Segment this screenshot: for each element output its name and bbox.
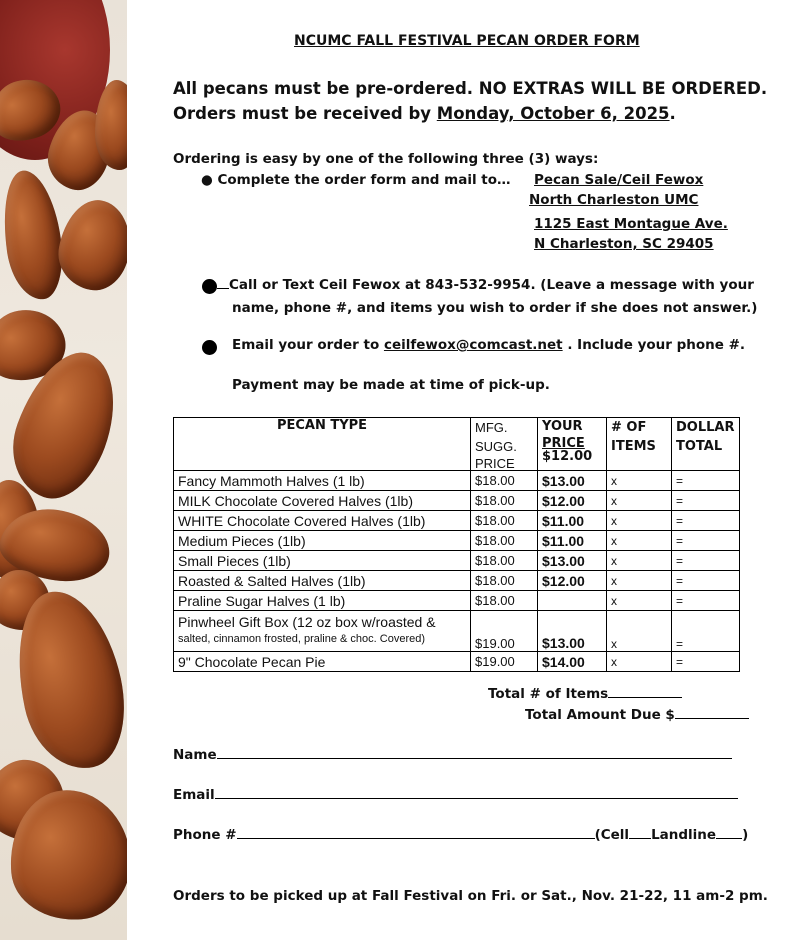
mfg-price: $18.00: [471, 551, 538, 571]
product-name: Roasted & Salted Halves (1lb): [174, 571, 471, 591]
qty-cell[interactable]: x: [607, 571, 672, 591]
pie-total[interactable]: =: [672, 652, 740, 672]
email-suffix: . Include your phone #.: [562, 337, 746, 353]
header-items: [607, 418, 672, 471]
table-row: [174, 571, 740, 591]
product-name: WHITE Chocolate Covered Halves (1lb): [174, 511, 471, 531]
total-amount: [525, 707, 749, 723]
name-row: [173, 747, 732, 763]
gift-total[interactable]: =: [672, 611, 740, 652]
total-cell[interactable]: =: [672, 571, 740, 591]
address-line-2: North Charleston UMC: [529, 192, 699, 208]
mfg-price: $18.00: [471, 571, 538, 591]
total-amount-label: Total Amount Due $: [525, 707, 675, 723]
mail-option: ● Complete the order form and mail to…: [201, 172, 511, 188]
table-row: [174, 591, 740, 611]
address-line-1: Pecan Sale/Ceil Fewox: [534, 172, 704, 188]
total-items-field[interactable]: [608, 697, 682, 698]
mfg-price: $18.00: [471, 491, 538, 511]
table-row: [174, 551, 740, 571]
phone-row: [173, 827, 748, 843]
landline-checkbox[interactable]: [716, 838, 742, 839]
header-items-2: ITEMS: [611, 439, 656, 454]
cell-checkbox[interactable]: [629, 838, 651, 839]
intro-line-1: All pecans must be pre-ordered. NO EXTRAS WILL BE ORDERED.: [173, 79, 768, 98]
qty-cell[interactable]: x: [607, 531, 672, 551]
mfg-price: $18.00: [471, 591, 538, 611]
table-row-pie: [174, 652, 740, 672]
qty-cell[interactable]: x: [607, 491, 672, 511]
intro-prefix: Orders must be received by: [173, 104, 437, 123]
address-line-3: 1125 East Montague Ave.: [534, 216, 728, 232]
total-cell[interactable]: =: [672, 491, 740, 511]
payment-note: Payment may be made at time of pick-up.: [232, 377, 550, 393]
gift-name: [174, 611, 471, 652]
your-price: $12.00: [538, 491, 607, 511]
gift-price: $13.00: [538, 611, 607, 652]
your-price: $13.00: [538, 471, 607, 491]
header-dollar-2: TOTAL: [676, 439, 723, 454]
header-mfg-3: PRICE: [475, 456, 515, 469]
pie-mfg: $19.00: [471, 652, 538, 672]
qty-cell[interactable]: x: [607, 471, 672, 491]
product-name: MILK Chocolate Covered Halves (1lb): [174, 491, 471, 511]
table-row: [174, 491, 740, 511]
qty-cell[interactable]: x: [607, 591, 672, 611]
gift-mfg: $19.00: [471, 611, 538, 652]
email-field[interactable]: [215, 798, 738, 799]
email-row: [173, 787, 738, 803]
header-your-1: YOUR: [542, 419, 583, 434]
header-pecan-type: PECAN TYPE: [174, 418, 471, 471]
your-price: $11.00: [538, 531, 607, 551]
phone-field[interactable]: [237, 838, 595, 839]
qty-cell[interactable]: x: [607, 551, 672, 571]
table-header-row: [174, 418, 740, 471]
your-price: [538, 591, 607, 611]
product-name: Praline Sugar Halves (1 lb): [174, 591, 471, 611]
total-cell[interactable]: =: [672, 531, 740, 551]
total-cell[interactable]: =: [672, 471, 740, 491]
pie-qty[interactable]: x: [607, 652, 672, 672]
header-items-1: # OF: [611, 420, 647, 435]
name-label: Name: [173, 747, 217, 763]
total-cell[interactable]: =: [672, 511, 740, 531]
pickup-footer: Orders to be picked up at Fall Festival on Fri. or Sat., Nov. 21-22, 11 am-2 pm.: [173, 888, 768, 904]
intro-suffix: .: [669, 104, 676, 123]
intro-line-2: [173, 104, 676, 123]
gift-qty[interactable]: x: [607, 611, 672, 652]
product-name: Medium Pieces (1lb): [174, 531, 471, 551]
ordering-heading: Ordering is easy by one of the following three (3) ways:: [173, 151, 599, 167]
bullet-icon: [202, 279, 217, 298]
header-your-2: PRICE: [542, 436, 585, 451]
header-your-3: $12.00: [542, 449, 593, 464]
total-amount-field[interactable]: [675, 718, 749, 719]
name-field[interactable]: [217, 758, 732, 759]
call-line-2: name, phone #, and items you wish to order if she does not answer.): [232, 300, 758, 316]
qty-cell[interactable]: x: [607, 511, 672, 531]
phone-close: ): [742, 827, 749, 843]
pie-name: 9" Chocolate Pecan Pie: [174, 652, 471, 672]
pie-price: $14.00: [538, 652, 607, 672]
email-label: Email: [173, 787, 215, 803]
your-price: $13.00: [538, 551, 607, 571]
product-name: Fancy Mammoth Halves (1 lb): [174, 471, 471, 491]
gift-line-2: salted, cinnamon frosted, praline & choc. Covered): [178, 633, 426, 645]
header-mfg-2: SUGG.: [475, 439, 517, 454]
phone-label: Phone #: [173, 827, 237, 843]
table-row: [174, 471, 740, 491]
email-link[interactable]: ceilfewox@comcast.net: [383, 337, 563, 353]
call-text: Call or Text Ceil Fewox at 843-532-9954. (Leave a message with your: [229, 277, 754, 293]
pecan-photo: [0, 0, 127, 940]
gift-line-1: Pinwheel Gift Box (12 oz box w/roasted &: [178, 614, 436, 630]
landline-label: Landline: [651, 827, 717, 843]
your-price: $12.00: [538, 571, 607, 591]
header-mfg-1: MFG.: [475, 420, 508, 435]
mfg-price: $18.00: [471, 511, 538, 531]
mfg-price: $18.00: [471, 471, 538, 491]
cell-label: (Cell: [594, 827, 630, 843]
deadline-date: Monday, October 6, 2025: [436, 104, 670, 123]
total-cell[interactable]: =: [672, 551, 740, 571]
your-price: $11.00: [538, 511, 607, 531]
table-row: [174, 511, 740, 531]
bullet-icon: [202, 340, 217, 359]
email-line: [232, 337, 745, 353]
table-row-gift-box: [174, 611, 740, 652]
page-title: NCUMC FALL FESTIVAL PECAN ORDER FORM: [294, 33, 640, 49]
total-items-label: Total # of Items: [488, 686, 609, 702]
table-row: [174, 531, 740, 551]
call-line-1: [217, 277, 754, 293]
header-dollar: [672, 418, 740, 471]
total-cell[interactable]: =: [672, 591, 740, 611]
header-dollar-1: DOLLAR: [676, 420, 735, 435]
email-prefix: Email your order to: [232, 337, 384, 353]
header-your-price: [538, 418, 607, 471]
total-items: [488, 686, 682, 702]
header-mfg: [471, 418, 538, 471]
product-name: Small Pieces (1lb): [174, 551, 471, 571]
address-line-4: N Charleston, SC 29405: [534, 236, 714, 252]
order-table: [173, 417, 740, 672]
mfg-price: $18.00: [471, 531, 538, 551]
